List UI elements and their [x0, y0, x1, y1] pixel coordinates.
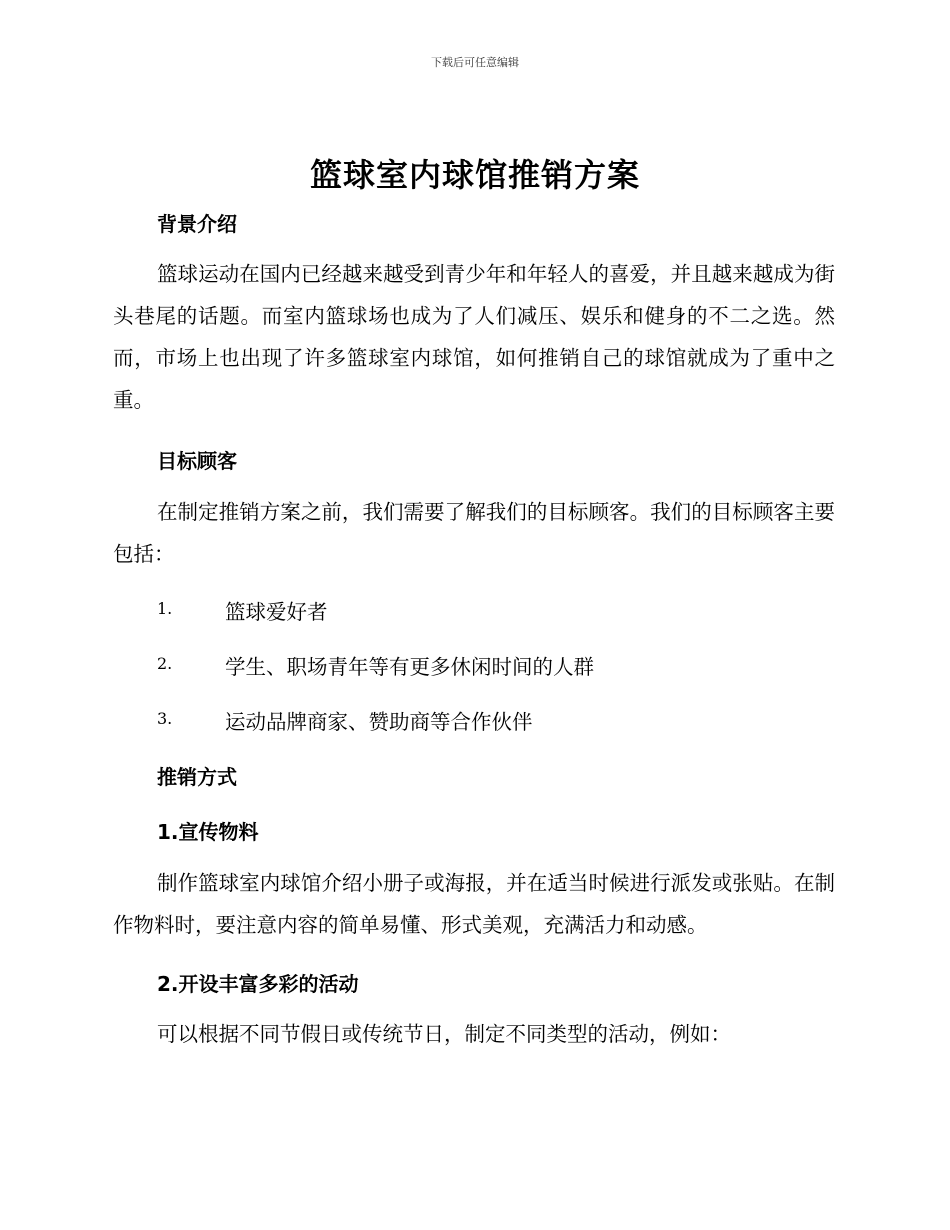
list-item-number: 2.	[157, 654, 173, 673]
section-heading-methods: 推销方式	[157, 765, 237, 789]
subsection-heading-activities: 2.开设丰富多彩的活动	[157, 972, 359, 996]
subsection-heading-materials: 1.宣传物料	[157, 820, 259, 844]
document-title: 篮球室内球馆推销方案	[309, 156, 640, 194]
header-note: 下载后可任意编辑	[431, 56, 519, 69]
paragraph-materials: 制作篮球室内球馆介绍小册子或海报，并在适当时候进行派发或张贴。在制作物料时，要注意内容的简单易懂、形式美观，充满活力和动感。	[113, 871, 835, 937]
list-item-text: 运动品牌商家、赞助商等合作伙伴	[225, 710, 533, 734]
list-item-number: 1.	[157, 599, 173, 618]
paragraph-target: 在制定推销方案之前，我们需要了解我们的目标顾客。我们的目标顾客主要包括：	[113, 500, 835, 566]
section-heading-background: 背景介绍	[157, 212, 237, 236]
list-item-text: 学生、职场青年等有更多休闲时间的人群	[225, 655, 594, 679]
list-item-text: 篮球爱好者	[225, 600, 328, 624]
paragraph-background: 篮球运动在国内已经越来越受到青少年和年轻人的喜爱，并且越来越成为街头巷尾的话题。而室内篮球场也成为了人们减压、娱乐和健身的不二之选。然而，市场上也出现了许多篮球室内球馆，如何推销自己的球馆就成为了重中之重。	[113, 262, 835, 412]
paragraph-activities: 可以根据不同节假日或传统节日，制定不同类型的活动，例如：	[157, 1022, 731, 1046]
section-heading-target: 目标顾客	[157, 449, 237, 473]
list-item-number: 3.	[157, 709, 173, 728]
